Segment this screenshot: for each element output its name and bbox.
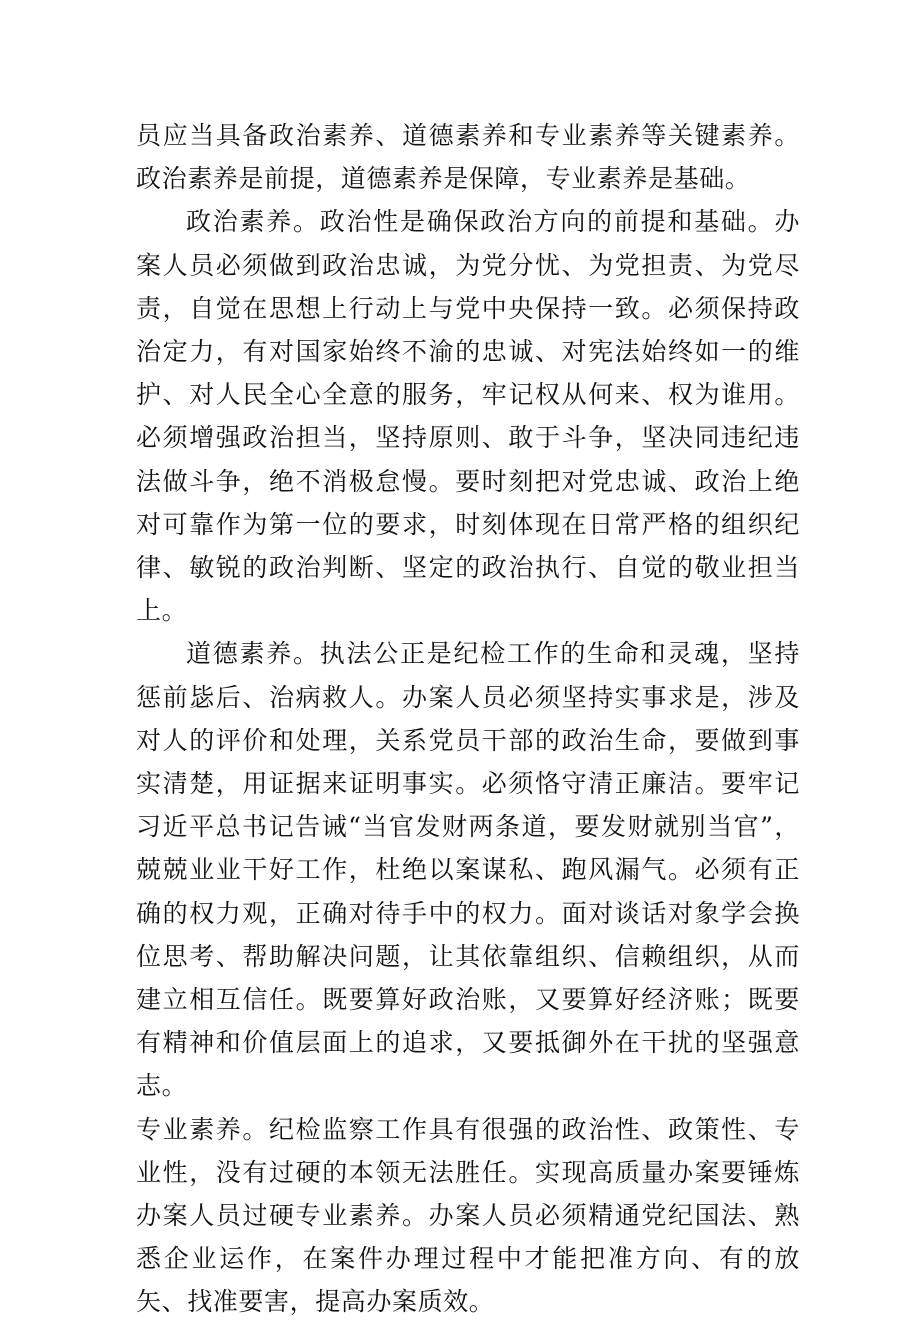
paragraph-political-literacy: 政治素养。政治性是确保政治方向的前提和基础。办案人员必须做到政治忠诚，为党分忧、为党担责、为党尽责，自觉在思想上行动上与党中央保持一致。必须保持政治定力，有对国家始终不渝的忠诚、对宪法始终如一的维护、对人民全心全意的服务，牢记权从何来、权为谁用。必须增强政治担当，坚持原则、敢于斗争，坚决同违纪违法做斗争，绝不消极怠慢。要时刻把对党忠诚、政治上绝对可靠作为第一位的要求，时刻体现在日常严格的组织纪律、敏锐的政治判断、坚定的政治执行、自觉的敬业担当上。 xyxy=(136,207,800,626)
paragraph-continuation: 员应当具备政治素养、道德素养和专业素养等关键素养。政治素养是前提，道德素养是保障，专业素养是基础。 xyxy=(136,121,800,194)
paragraph-professional-literacy: 专业素养。纪检监察工作具有很强的政治性、政策性、专业性，没有过硬的本领无法胜任。实现高质量办案要锤炼办案人员过硬专业素养。办案人员必须精通党纪国法、熟悉企业运作，在案件办理过程中才能把准方向、有的放矢、找准要害，提高办案质效。 xyxy=(136,1114,800,1317)
paragraph-moral-literacy: 道德素养。执法公正是纪检工作的生命和灵魂，坚持惩前毖后、治病救人。办案人员必须坚持实事求是，涉及对人的评价和处理，关系党员干部的政治生命，要做到事实清楚，用证据来证明事实。必须恪守清正廉洁。要牢记习近平总书记告诫“当官发财两条道，要发财就别当官”，兢兢业业干好工作，杜绝以案谋私、跑风漏气。必须有正确的权力观，正确对待手中的权力。面对谈话对象学会换位思考、帮助解决问题，让其依靠组织、信赖组织，从而建立相互信任。既要算好政治账，又要算好经济账；既要有精神和价值层面上的追求，又要抵御外在干扰的坚强意志。 xyxy=(136,639,800,1101)
document-body xyxy=(136,114,800,1324)
